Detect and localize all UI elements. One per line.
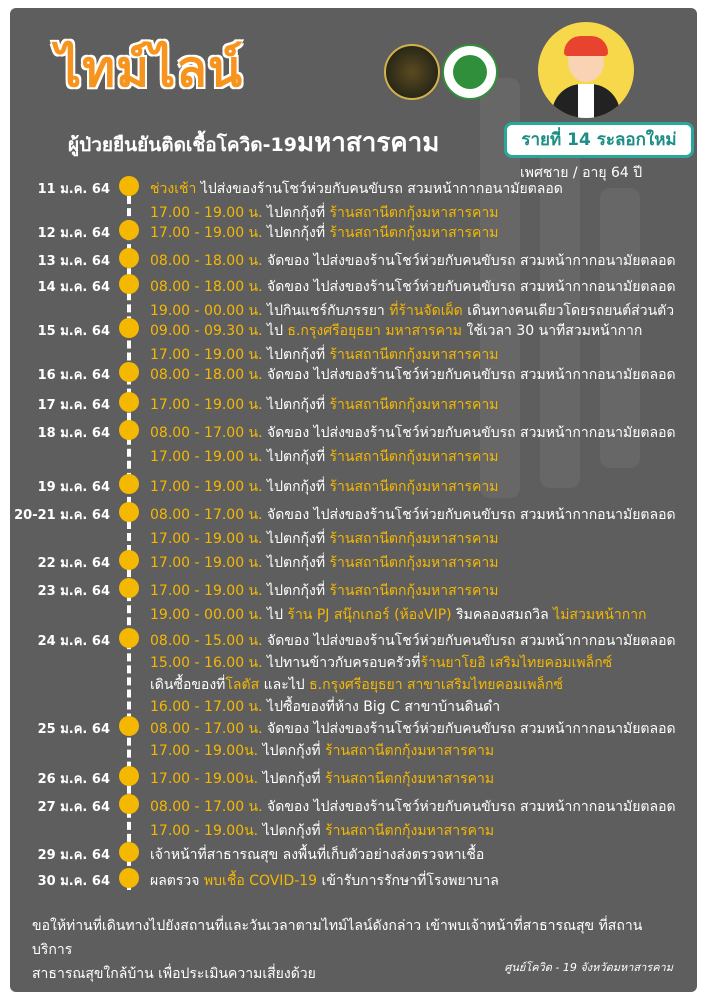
highlighted-text: 08.00 - 17.00 น.: [150, 799, 263, 815]
timeline-dot: [119, 318, 139, 338]
timeline-dot: [119, 420, 139, 440]
detail-text: ไปตกกุ้งที่: [262, 225, 330, 241]
timeline-detail-line: [150, 580, 499, 602]
highlighted-text: 16.00 - 17.00 น.: [150, 699, 263, 715]
highlighted-text: 17.00 - 19.00น.: [150, 771, 259, 787]
timeline-dot: [119, 248, 139, 268]
detail-text: จัดของ ไปส่งของร้านโชว์ห่วยกับคนขับรถ สวมหน้ากากอนามัยตลอด: [262, 799, 676, 815]
detail-text: ไป: [262, 607, 288, 623]
case-number-badge: รายที่ 14 ระลอกใหม่: [504, 122, 694, 158]
timeline-detail-line: [150, 718, 676, 740]
timeline-detail-line: [150, 422, 676, 444]
highlighted-text: 08.00 - 18.00 น.: [150, 367, 263, 383]
detail-text: ไปตกกุ้งที่: [258, 743, 326, 759]
timeline-detail-line: [150, 504, 676, 526]
highlighted-text: ร้านสถานีตกกุ้งมหาสารคาม: [325, 743, 495, 759]
timeline-date: 16 ม.ค. 64: [37, 368, 110, 383]
detail-text: ไปตกกุ้งที่: [262, 347, 330, 363]
man-avatar-icon: [538, 22, 634, 118]
timeline-detail-line: [150, 476, 499, 498]
timeline-date: 20-21 ม.ค. 64: [14, 508, 110, 523]
detail-text: ไปกินแชร์กับภรรยา: [262, 303, 390, 319]
detail-text: ไปตกกุ้งที่: [262, 555, 330, 571]
highlighted-text: ร้านสถานีตกกุ้งมหาสารคาม: [329, 479, 499, 495]
timeline-detail-line: [150, 768, 494, 790]
highlighted-text: พบเชื้อ COVID-19: [203, 873, 318, 889]
timeline-detail-line: [150, 300, 674, 322]
timeline-date: 23 ม.ค. 64: [37, 584, 110, 599]
subtitle-prefix: ผู้ป่วยยืนยันติดเชื้อโควิด-19: [68, 134, 297, 156]
detail-text: ไปตกกุ้งที่: [262, 479, 330, 495]
detail-text: เข้ารับการรักษาที่โรงพยาบาล: [317, 873, 499, 889]
timeline-detail-line: [150, 604, 647, 626]
timeline-detail-line: [150, 394, 499, 416]
detail-text: ริมคลองสมถวิล: [451, 607, 554, 623]
detail-text: จัดของ ไปส่งของร้านโชว์ห่วยกับคนขับรถ สวมหน้ากากอนามัยตลอด: [262, 253, 676, 269]
timeline-dot: [119, 716, 139, 736]
highlighted-text: ร้านสถานีตกกุ้งมหาสารคาม: [329, 205, 499, 221]
timeline-date: 12 ม.ค. 64: [37, 226, 110, 241]
detail-text: เดินซื้อของที่: [150, 677, 226, 693]
detail-text: ไปตกกุ้งที่: [262, 397, 330, 413]
detail-text: ไปส่งของร้านโชว์ห่วยกับคนขับรถ สวมหน้ากากอนามัยตลอด: [196, 181, 563, 197]
highlighted-text: 08.00 - 17.00 น.: [150, 721, 263, 737]
timeline-dot: [119, 578, 139, 598]
timeline-detail-line: [150, 796, 676, 818]
highlighted-text: 17.00 - 19.00 น.: [150, 397, 263, 413]
detail-text: ไปซื้อของที่ห้าง Big C สาขาบ้านดินดำ: [262, 699, 501, 715]
subtitle-province: มหาสารคาม: [296, 128, 440, 158]
timeline-detail-line: [150, 696, 500, 718]
highlighted-text: 17.00 - 19.00 น.: [150, 555, 263, 571]
timeline-detail-line: [150, 446, 499, 468]
detail-text: จัดของ ไปส่งของร้านโชว์ห่วยกับคนขับรถ สวมหน้ากากอนามัยตลอด: [262, 425, 676, 441]
timeline-detail-line: [150, 202, 499, 224]
timeline-dot: [119, 794, 139, 814]
detail-text: จัดของ ไปส่งของร้านโชว์ห่วยกับคนขับรถ สวมหน้ากากอนามัยตลอด: [262, 721, 676, 737]
highlighted-text: 08.00 - 17.00 น.: [150, 507, 263, 523]
timeline-dot: [119, 628, 139, 648]
highlighted-text: 17.00 - 19.00 น.: [150, 531, 263, 547]
highlighted-text: ร้าน PJ สนุ๊กเกอร์ (ห้องVIP): [287, 607, 452, 623]
timeline-detail-line: [150, 344, 499, 366]
timeline-dot: [119, 766, 139, 786]
highlighted-text: 08.00 - 15.00 น.: [150, 633, 263, 649]
timeline-dot: [119, 362, 139, 382]
timeline-detail-line: [150, 222, 499, 244]
timeline-dot: [119, 274, 139, 294]
highlighted-text: ช่วงเช้า: [150, 181, 197, 197]
timeline-date: 14 ม.ค. 64: [37, 280, 110, 295]
detail-text: จัดของ ไปส่งของร้านโชว์ห่วยกับคนขับรถ สวมหน้ากากอนามัยตลอด: [262, 633, 676, 649]
advice-note-line: ขอให้ท่านที่เดินทางไปยังสถานที่และวันเวลาตามไทม์ไลน์ดังกล่าว เข้าพบเจ้าหน้าที่สาธารณสุข ที่สถานบริการ: [32, 918, 643, 958]
timeline-date: 19 ม.ค. 64: [37, 480, 110, 495]
highlighted-text: ร้านสถานีตกกุ้งมหาสารคาม: [329, 347, 499, 363]
detail-text: ไปตกกุ้งที่: [262, 449, 330, 465]
highlighted-text: 17.00 - 19.00 น.: [150, 479, 263, 495]
poster-card: [10, 8, 697, 992]
detail-text: ไปตกกุ้งที่: [262, 583, 330, 599]
timeline-date: 17 ม.ค. 64: [37, 398, 110, 413]
timeline-detail-line: [150, 276, 676, 298]
detail-text: จัดของ ไปส่งของร้านโชว์ห่วยกับคนขับรถ สวมหน้ากากอนามัยตลอด: [262, 507, 676, 523]
timeline-detail-line: [150, 630, 676, 652]
source-credit: ศูนย์โควิด - 19 จังหวัดมหาสารคาม: [504, 961, 673, 974]
poster-title: ไทม์ไลน์: [56, 40, 244, 98]
timeline-date: 25 ม.ค. 64: [37, 722, 110, 737]
timeline-date: 18 ม.ค. 64: [37, 426, 110, 441]
detail-text: เจ้าหน้าที่สาธารณสุข ลงพื้นที่เก็บตัวอย่างส่งตรวจหาเชื้อ: [150, 847, 485, 863]
detail-text: ไปตกกุ้งที่: [262, 531, 330, 547]
highlighted-text: 17.00 - 19.00 น.: [150, 583, 263, 599]
highlighted-text: 19.00 - 00.00 น.: [150, 303, 263, 319]
timeline-dot: [119, 550, 139, 570]
detail-text: และไป: [259, 677, 310, 693]
timeline-dot: [119, 176, 139, 196]
highlighted-text: ร้านสถานีตกกุ้งมหาสารคาม: [329, 583, 499, 599]
highlighted-text: ร้านสถานีตกกุ้งมหาสารคาม: [329, 449, 499, 465]
timeline-date: 11 ม.ค. 64: [37, 182, 110, 197]
highlighted-text: ร้านสถานีตกกุ้งมหาสารคาม: [329, 555, 499, 571]
timeline-date: 27 ม.ค. 64: [37, 800, 110, 815]
highlighted-text: 17.00 - 19.00 น.: [150, 347, 263, 363]
highlighted-text: 17.00 - 19.00 น.: [150, 449, 263, 465]
detail-text: ไป: [262, 323, 288, 339]
highlighted-text: ธ.กรุงศรีอยุธยา มหาสารคาม: [287, 323, 463, 339]
timeline-date: 29 ม.ค. 64: [37, 848, 110, 863]
detail-text: ผลตรวจ: [150, 873, 204, 889]
detail-text: จัดของ ไปส่งของร้านโชว์ห่วยกับคนขับรถ สวมหน้ากากอนามัยตลอด: [262, 279, 676, 295]
provincial-seal-icon: [384, 44, 440, 100]
timeline-dot: [119, 502, 139, 522]
highlighted-text: ร้านสถานีตกกุ้งมหาสารคาม: [329, 531, 499, 547]
timeline-detail-line: [150, 820, 494, 842]
timeline-date: 24 ม.ค. 64: [37, 634, 110, 649]
detail-text: ใช้เวลา 30 นาทีสวมหน้ากาก: [462, 323, 643, 339]
highlighted-text: ร้านสถานีตกกุ้งมหาสารคาม: [329, 225, 499, 241]
ministry-of-public-health-logo-icon: [442, 44, 498, 100]
timeline-detail-line: [150, 320, 642, 342]
detail-text: ไปตกกุ้งที่: [262, 205, 330, 221]
highlighted-text: โลตัส: [225, 677, 260, 693]
timeline-detail-line: [150, 178, 563, 200]
timeline-date: 15 ม.ค. 64: [37, 324, 110, 339]
timeline-detail-line: [150, 844, 484, 866]
timeline-date: 26 ม.ค. 64: [37, 772, 110, 787]
detail-text: จัดของ ไปส่งของร้านโชว์ห่วยกับคนขับรถ สวมหน้ากากอนามัยตลอด: [262, 367, 676, 383]
timeline-detail-line: [150, 652, 612, 674]
detail-text: ไปตกกุ้งที่: [258, 771, 326, 787]
timeline-detail-line: [150, 552, 499, 574]
detail-text: ไปทานข้าวกับครอบครัวที่: [262, 655, 421, 671]
timeline-date: 13 ม.ค. 64: [37, 254, 110, 269]
highlighted-text: 08.00 - 18.00 น.: [150, 253, 263, 269]
detail-text: ไปตกกุ้งที่: [258, 823, 326, 839]
timeline-detail-line: [150, 528, 499, 550]
timeline-date: 30 ม.ค. 64: [37, 874, 110, 889]
timeline-detail-line: [150, 870, 499, 892]
patient-info: เพศชาย / อายุ 64 ปี: [520, 165, 643, 181]
highlighted-text: 17.00 - 19.00น.: [150, 743, 259, 759]
highlighted-text: 09.00 - 09.30 น.: [150, 323, 263, 339]
timeline-detail-line: [150, 674, 563, 696]
highlighted-text: ร้านสถานีตกกุ้งมหาสารคาม: [329, 397, 499, 413]
highlighted-text: 19.00 - 00.00 น.: [150, 607, 263, 623]
timeline-dot: [119, 868, 139, 888]
timeline-date: 22 ม.ค. 64: [37, 556, 110, 571]
highlighted-text: 17.00 - 19.00 น.: [150, 205, 263, 221]
highlighted-text: 15.00 - 16.00 น.: [150, 655, 263, 671]
highlighted-text: ไม่สวมหน้ากาก: [553, 607, 647, 623]
timeline-detail-line: [150, 364, 676, 386]
timeline-detail-line: [150, 740, 494, 762]
timeline-detail-line: [150, 250, 676, 272]
highlighted-text: ร้านยาโยอิ เสริมไทยคอมเพล็กซ์: [420, 655, 613, 671]
advice-note-line: สาธารณสุขใกล้บ้าน เพื่อประเมินความเสี่ยงด้วย: [32, 966, 316, 982]
highlighted-text: ร้านสถานีตกกุ้งมหาสารคาม: [325, 771, 495, 787]
detail-text: เดินทางคนเดียวโดยรถยนต์ส่วนตัว: [462, 303, 675, 319]
highlighted-text: 17.00 - 19.00 น.: [150, 225, 263, 241]
highlighted-text: 08.00 - 17.00 น.: [150, 425, 263, 441]
timeline-dot: [119, 474, 139, 494]
timeline-dot: [119, 842, 139, 862]
highlighted-text: ธ.กรุงศรีอยุธยา สาขาเสริมไทยคอมเพล็กซ์: [309, 677, 563, 693]
highlighted-text: 17.00 - 19.00น.: [150, 823, 259, 839]
highlighted-text: 08.00 - 18.00 น.: [150, 279, 263, 295]
timeline-dot: [119, 392, 139, 412]
timeline-dot: [119, 220, 139, 240]
highlighted-text: ร้านสถานีตกกุ้งมหาสารคาม: [325, 823, 495, 839]
highlighted-text: ที่ร้านจัดเผ็ด: [389, 303, 463, 319]
poster-subtitle: [68, 122, 439, 163]
